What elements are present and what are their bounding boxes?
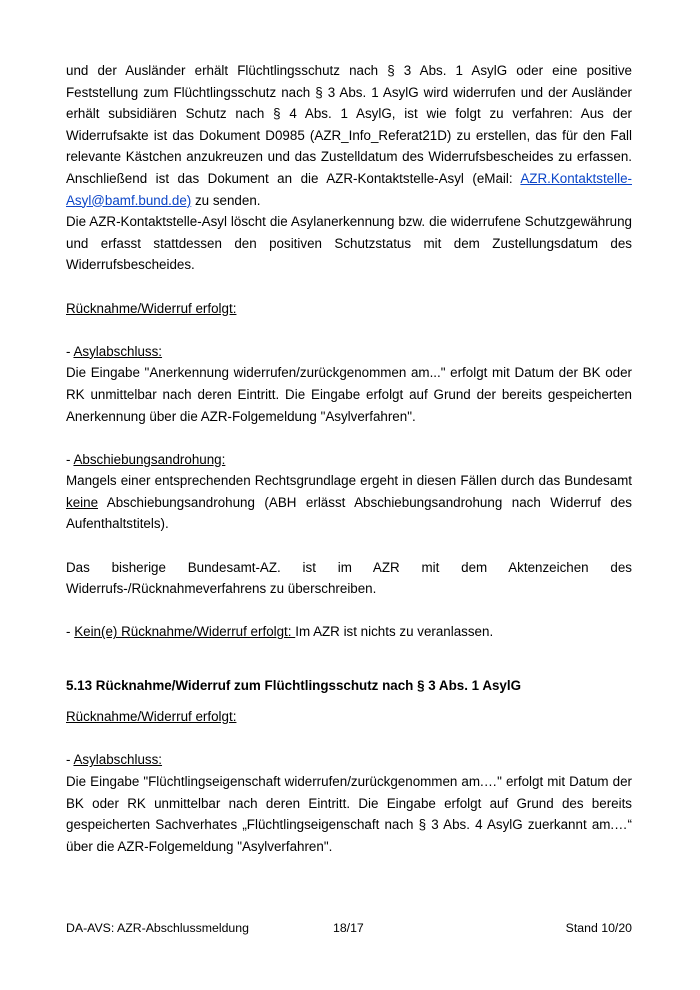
paragraph-kontaktstelle: Die AZR-Kontaktstelle-Asyl löscht die Asylanerkennung bzw. die widerrufene Schutzgewährung und erfasst stattdessen den positiven Schutzstatus mit dem Zustellungsdatum des Widerrufsbescheides.: [66, 214, 632, 273]
paragraph-text: Mangels einer entsprechenden Rechtsgrundlage ergeht in diesen Fällen durch das Bundesamt: [66, 473, 632, 489]
paragraph-text: Im AZR ist nichts zu veranlassen.: [295, 624, 494, 640]
item-asylabschluss: [66, 341, 632, 363]
paragraph-text: und der Ausländer erhält Flüchtlingsschutz nach § 3 Abs. 1 AsylG oder eine positive Feststellung zum Flüchtlingsschutz nach § 3 Abs. 1 AsylG wird widerrufen und der Ausländer erhält subsidiären Schutz nach § 4 Abs. 1 AsylG, ist wie folgt zu verfahren: Aus der Widerrufsakte ist das Dokument D0985 (AZR_Info_Referat21D) zu erstellen, das für den Fall relevante Kästchen anzukreuzen und das Zustelldatum des Widerrufsbescheides zu erfassen. Anschließend ist das Dokument an die AZR-Kontaktstelle-Asyl (eMail:: [66, 63, 632, 186]
paragraph-anerkennung: Die Eingabe "Anerkennung widerrufen/zurückgenommen am..." erfolgt mit Datum der BK oder RK unmittelbar nach deren Eintritt. Die Eingabe erfolgt auf Grund der bereits gespeicherten Anerkennung über die AZR-Folgemeldung "Asylverfahren".: [66, 365, 632, 424]
dash: -: [66, 343, 74, 359]
emphasis-keine: keine: [66, 494, 99, 510]
paragraph-abschiebung: [66, 470, 632, 535]
dash: -: [66, 451, 74, 467]
subheading-ruecknahme-erfolgt: Rücknahme/Widerruf erfolgt:: [66, 300, 237, 316]
subheading-asylabschluss-2: Asylabschluss:: [73, 752, 163, 768]
dash: -: [66, 752, 74, 768]
email-link[interactable]: AZR.Kontaktstelle-Asyl@bamf.bund.de): [66, 170, 632, 208]
document-body: [66, 60, 632, 857]
section-heading: 5.13 Rücknahme/Widerruf zum Flüchtlingsschutz nach § 3 Abs. 1 AsylG: [66, 677, 522, 693]
subheading-asylabschluss: Asylabschluss:: [73, 343, 163, 359]
paragraph-text-end: Abschiebungsandrohung (ABH erlässt Abschiebungsandrohung nach Widerruf des Aufenthaltstitels).: [66, 494, 632, 532]
subheading-ruecknahme-erfolgt-2: Rücknahme/Widerruf erfolgt:: [66, 709, 237, 725]
paragraph-procedure: [66, 60, 632, 211]
subheading-abschiebungsandrohung: Abschiebungsandrohung:: [73, 451, 226, 467]
footer-version: Stand 10/20: [565, 921, 632, 935]
item-asylabschluss-2: [66, 749, 632, 771]
footer-document-title: DA-AVS: AZR-Abschlussmeldung: [66, 921, 249, 935]
dash: -: [66, 624, 75, 640]
footer-page-number: 18/17: [333, 921, 364, 935]
item-abschiebungsandrohung: [66, 449, 632, 471]
paragraph-text-end: zu senden.: [191, 192, 261, 208]
paragraph-aktenzeichen: Das bisherige Bundesamt-AZ. ist im AZR mit dem Aktenzeichen des Widerrufs-/Rücknahmeverfahrens zu überschreiben.: [66, 559, 632, 597]
page-footer: [66, 918, 632, 938]
paragraph-fluechtlingseigenschaft: Die Eingabe "Flüchtlingseigenschaft widerrufen/zurückgenommen am.…" erfolgt mit Datum der BK oder RK unmittelbar nach deren Eintritt. Die Eingabe erfolgt auf Grund des bereits gespeicherten Sachverhates „Flüchtlingseigenschaft nach § 3 Abs. 4 AsylG zuerkannt am.…“ über die AZR-Folgemeldung "Asylverfahren".: [66, 774, 632, 854]
subheading-kein-widerruf: Kein(e) Rücknahme/Widerruf erfolgt:: [74, 624, 296, 640]
item-kein-widerruf: [66, 621, 632, 643]
